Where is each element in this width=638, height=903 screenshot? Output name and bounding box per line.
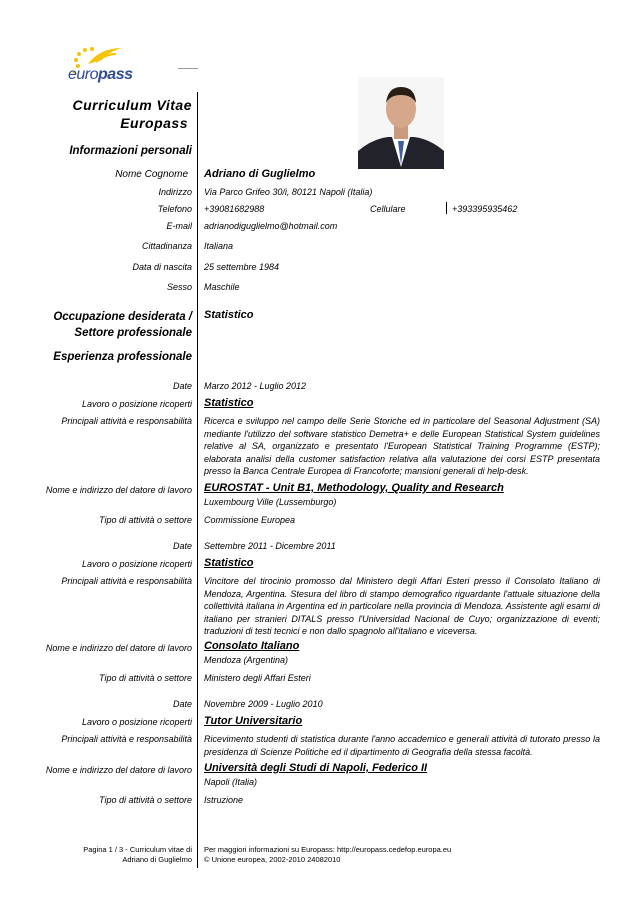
job1-sector: Commissione Europea (204, 515, 296, 525)
address-label: Indirizzo (158, 187, 192, 197)
logo-euro-text: euro (68, 66, 99, 83)
job2-sector-label: Tipo di attività o settore (99, 673, 192, 683)
nationality-label: Cittadinanza (141, 241, 192, 251)
nationality-value: Italiana (204, 241, 234, 251)
phone-label: Telefono (157, 204, 192, 214)
job2-sector: Ministero degli Affari Esteri (204, 673, 311, 683)
job3-activities-label: Principali attività e responsabilità (61, 734, 192, 744)
birthdate-value: 25 settembre 1984 (204, 262, 280, 272)
personal-section-title: Informazioni personali (69, 145, 192, 157)
job2-employer-address: Mendoza (Argentina) (204, 655, 289, 665)
footer-info (204, 845, 451, 864)
job1-employer-address: Luxembourg Ville (Lussemburgo) (204, 497, 337, 507)
job1-employer: EUROSTAT - Unit B1, Methodology, Quality and Research (204, 482, 504, 494)
experience-section-title: Esperienza professionale (53, 351, 192, 363)
job2-position-label: Lavoro o posizione ricoperti (81, 559, 192, 569)
job1-activities-label: Principali attività e responsabilità (61, 416, 192, 426)
footer-page-line1: Pagina 1 / 3 - Curriculum vitae di (83, 845, 192, 854)
mobile-label: Cellulare (370, 204, 406, 214)
sex-label: Sesso (166, 282, 192, 292)
job2-date-label: Date (172, 541, 192, 551)
phone-value: +39081682988 (204, 204, 265, 214)
footer-page-info (83, 845, 192, 864)
cv-title-line1: Curriculum Vitae (72, 97, 192, 113)
footer-info-line1[interactable]: Per maggiori informazioni su Europass: http://europass.cedefop.europa.eu (204, 845, 452, 854)
job1-date-label: Date (172, 381, 192, 391)
job3-sector: Istruzione (204, 795, 244, 805)
job3-activities: Ricevimento studenti di statistica durante l'anno accademico e generali attività di tutorato presso la presidenza di Scienze Politiche ed il dipartimento di Geografia della stessa facoltà. (204, 734, 600, 757)
logo-divider (178, 68, 198, 69)
job2-position: Statistico (204, 557, 254, 569)
name-label: Nome Cognome (115, 169, 188, 180)
job2-employer-label: Nome e indirizzo del datore di lavoro (45, 643, 192, 653)
occupation-value: Statistico (204, 309, 254, 321)
occupation-label (53, 309, 192, 341)
job3-employer-label: Nome e indirizzo del datore di lavoro (45, 765, 192, 775)
email-label: E-mail (166, 221, 192, 231)
job3-position: Tutor Universitario (204, 715, 303, 727)
job2-employer: Consolato Italiano (204, 640, 300, 652)
column-rule-top (197, 92, 198, 857)
mobile-divider (446, 202, 447, 214)
job1-sector-label: Tipo di attività o settore (99, 515, 192, 525)
birthdate-label: Data di nascita (132, 262, 192, 272)
email-value[interactable]: adrianodiguglielmo@hotmail.com (204, 221, 338, 231)
job3-employer-address: Napoli (Italia) (204, 777, 258, 787)
profile-photo (358, 77, 444, 169)
job1-position: Statistico (204, 397, 254, 409)
occupation-label-line2: Settore professionale (74, 327, 192, 339)
job1-position-label: Lavoro o posizione ricoperti (81, 399, 192, 409)
job3-date: Novembre 2009 - Luglio 2010 (204, 699, 323, 709)
job1-activities: Ricerca e sviluppo nel campo delle Serie Storiche ed in particolare del Seasonal Adjustment (SA) mediante l'utilizzo del software statistico Demetra+ e delle European Statistical System guidelines relative al SA, organizzato e presentato l'European Statistical Training Programme (ESTP); elaborata analisi della customer satisfaction relativa alla valutazione dei corsi ESTP presentata presso la Banca Centrale Europea di Francoforte; mansioni generali di help-desk. (204, 416, 600, 477)
sex-value: Maschile (204, 282, 240, 292)
cv-title (72, 96, 192, 132)
footer-info-line2: © Unione europea, 2002-2010 24082010 (204, 854, 341, 864)
cv-title-line2: Europass (120, 115, 188, 131)
occupation-label-line1: Occupazione desiderata / (53, 311, 192, 323)
job2-activities: Vincitore del tirocinio promosso dal Ministero degli Affari Esteri presso il Consolato Italiano di Mendoza, Argentina. Stesura del libro di stampo demografico riguardante l'attuale situazione della collettività italiana in Argentina ed in particolare nella provincia di Mendoza. Assistente agli esami di italiano per stranieri DITALS presso l'Universidad Nacional de Cuyo; organizzazione di eventi; traduzioni di testi tecnici e non dallo spagnolo all'italiano e viceversa. (204, 576, 600, 637)
job2-date: Settembre 2011 - Dicembre 2011 (204, 541, 336, 551)
job1-employer-label: Nome e indirizzo del datore di lavoro (45, 485, 192, 495)
footer-page-line2: Adriano di Guglielmo (122, 854, 192, 864)
mobile-value: +393395935462 (452, 204, 518, 214)
job3-date-label: Date (172, 699, 192, 709)
full-name: Adriano di Guglielmo (204, 168, 316, 180)
job3-position-label: Lavoro o posizione ricoperti (81, 717, 192, 727)
logo-pass-text: pass (98, 66, 133, 83)
footer-rule (197, 838, 198, 868)
address-value: Via Parco Grifeo 30/i, 80121 Napoli (Italia) (204, 187, 373, 197)
job1-date: Marzo 2012 - Luglio 2012 (204, 381, 307, 391)
job2-activities-label: Principali attività e responsabilità (61, 576, 192, 586)
europass-logo (66, 42, 146, 88)
job3-employer: Università degli Studi di Napoli, Federico II (204, 762, 428, 774)
job3-sector-label: Tipo di attività o settore (99, 795, 192, 805)
